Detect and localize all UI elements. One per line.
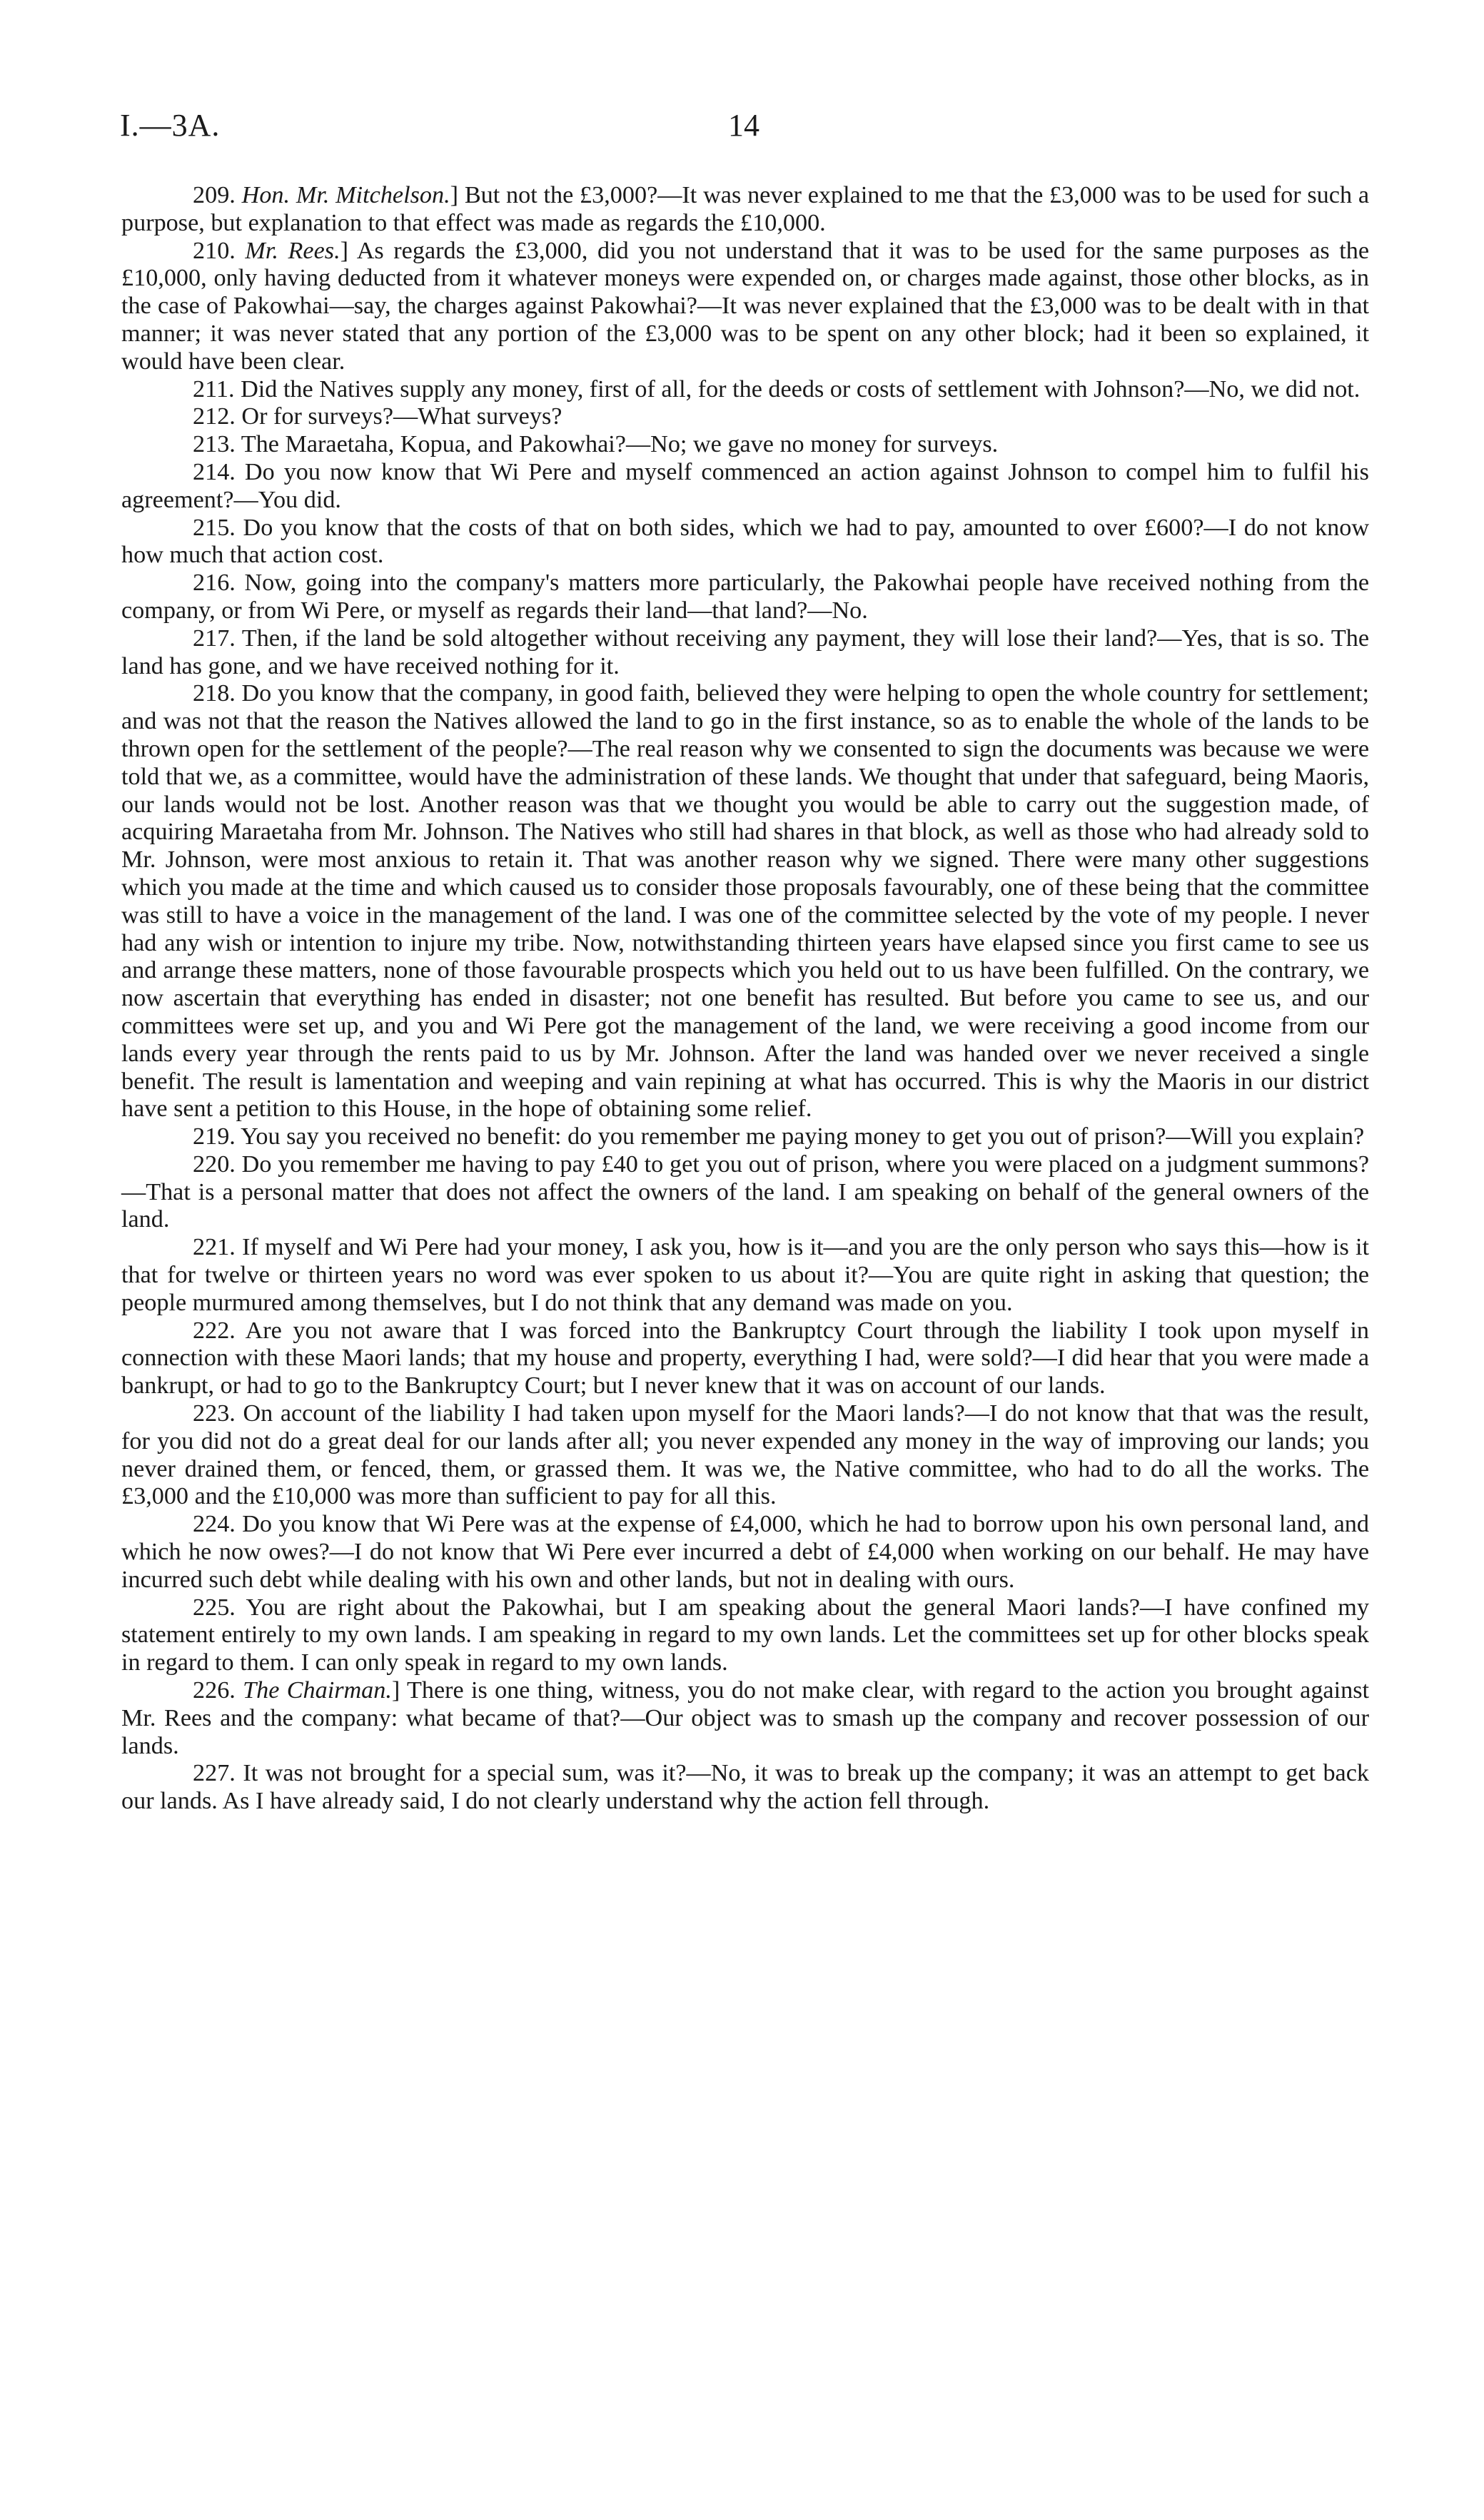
paragraph-number: 212. bbox=[193, 403, 236, 430]
paragraph-219 bbox=[121, 1123, 1369, 1151]
paragraph-number: 211. bbox=[193, 375, 235, 403]
paragraph-text: Then, if the land be sold altogether without receiving any payment, they will lose their land?—Yes, that is so. The land has gone, and we have received nothing for it. bbox=[121, 624, 1369, 679]
paragraph-number: 213. bbox=[193, 431, 236, 458]
paragraph-212 bbox=[121, 403, 1369, 431]
paragraph-number: 210. bbox=[193, 237, 236, 264]
page-number: 14 bbox=[728, 108, 759, 143]
paragraph-text: Do you know that the costs of that on both sides, which we had to pay, amounted to over £600?—I do not know how much that action cost. bbox=[121, 514, 1370, 569]
paragraph-text: Do you now know that Wi Pere and myself commenced an action against Johnson to compel him to fulfil his agreement?—You did. bbox=[121, 458, 1369, 513]
paragraph-number: 220. bbox=[193, 1150, 236, 1178]
paragraph-text: ] But not the £3,000?—It was never explained to me that the £3,000 was to be used for such a purpose, but explanation to that effect was made as regards the £10,000. bbox=[121, 182, 1370, 236]
paragraph-221 bbox=[121, 1234, 1369, 1317]
paragraph-214 bbox=[121, 459, 1369, 515]
paragraph-number: 215. bbox=[193, 514, 236, 541]
paragraph-223 bbox=[121, 1400, 1369, 1511]
paragraph-text: Did the Natives supply any money, first of all, for the deeds or costs of settlement with Johnson?—No, we did not. bbox=[241, 375, 1361, 403]
speaker-name: Hon. Mr. Mitchelson. bbox=[241, 182, 450, 208]
paragraph-218 bbox=[121, 680, 1369, 1123]
paragraph-222 bbox=[121, 1317, 1369, 1400]
paragraph-text: It was not brought for a special sum, was it?—No, it was to break up the company; it was an attempt to get back our lands. As I have already said, I do not clearly understand why the action fell through. bbox=[121, 1760, 1369, 1815]
paragraph-text: ] As regards the £3,000, did you not understand that it was to be used for the same purposes as the £10,000, only having deducted from it whatever moneys were expended on, or charges made against, those other blocks, as in the case of Pakowhai—say, the charges against Pakowhai?—It was never explained that the £3,000 was to be dealt with in that manner; it was never stated that any portion of the £3,000 was to be spent on any other block; had it been so explained, it would have been clear. bbox=[121, 237, 1370, 375]
paragraph-number: 209. bbox=[193, 182, 236, 208]
paragraph-text: ] There is one thing, witness, you do not make clear, with regard to the action you brought against Mr. Rees and the company: what became of that?—Our object was to smash up the company and recover possession of our lands. bbox=[121, 1677, 1370, 1759]
paragraph-number: 214. bbox=[193, 458, 236, 485]
page-header bbox=[120, 107, 1369, 150]
paragraph-number: 227. bbox=[193, 1760, 236, 1787]
paragraph-text: On account of the liability I had taken upon myself for the Maori lands?—I do not know that that was the result, for you did not do a great deal for our lands after all; you never expended any money in the way of improving our lands; you never drained them, or fenced, them, or grassed them. It was we, the Native committee, who had to do all the works. The £3,000 and the £10,000 was more than sufficient to pay for all this. bbox=[121, 1400, 1369, 1510]
paragraph-number: 221. bbox=[193, 1234, 236, 1261]
paragraph-224 bbox=[121, 1511, 1369, 1594]
speaker-name: Mr. Rees. bbox=[245, 237, 340, 264]
paragraph-226 bbox=[121, 1677, 1369, 1760]
paragraph-number: 218. bbox=[193, 680, 236, 707]
paragraph-number: 217. bbox=[193, 624, 236, 652]
paragraph-text: Or for surveys?—What surveys? bbox=[241, 403, 562, 430]
paragraph-number: 225. bbox=[193, 1594, 236, 1621]
paragraph-209 bbox=[121, 182, 1369, 238]
paragraph-text: Do you know that Wi Pere was at the expense of £4,000, which he had to borrow upon his own personal land, and which he now owes?—I do not know that Wi Pere ever incurred a debt of £4,000 when working on our behalf. He may have incurred such debt while dealing with his own and other lands, but not in dealing with ours. bbox=[121, 1511, 1369, 1593]
paragraph-number: 224. bbox=[193, 1511, 236, 1538]
paragraph-number: 219. bbox=[193, 1123, 236, 1150]
paragraph-text: Do you remember me having to pay £40 to get you out of prison, where you were placed on a judgment summons?—That is a personal matter that does not affect the owners of the land. I am speaking on behalf of the general owners of the land. bbox=[121, 1150, 1369, 1233]
paragraph-211 bbox=[121, 376, 1369, 404]
paragraph-213 bbox=[121, 431, 1369, 459]
paragraph-217 bbox=[121, 625, 1369, 681]
paragraph-number: 216. bbox=[193, 570, 236, 597]
paragraph-216 bbox=[121, 570, 1369, 625]
evidence-body bbox=[121, 182, 1369, 1816]
paragraph-number: 223. bbox=[193, 1400, 236, 1427]
paragraph-text: You say you received no benefit: do you remember me paying money to get you out of prison?—Will you explain? bbox=[241, 1123, 1365, 1150]
paragraph-number: 222. bbox=[193, 1317, 236, 1344]
paragraph-text: You are right about the Pakowhai, but I am speaking about the general Maori lands?—I have confined my statement entirely to my own lands. I am speaking in regard to my own lands. Let the committees set up for other blocks speak in regard to them. I can only speak in regard to my own lands. bbox=[121, 1594, 1369, 1676]
paragraph-215 bbox=[121, 515, 1369, 570]
paragraph-225 bbox=[121, 1594, 1369, 1677]
paragraph-227 bbox=[121, 1760, 1369, 1816]
paragraph-text: The Maraetaha, Kopua, and Pakowhai?—No; we gave no money for surveys. bbox=[241, 431, 999, 458]
paragraph-text: If myself and Wi Pere had your money, I ask you, how is it—and you are the only person who says this—how is it that for twelve or thirteen years no word was ever spoken to us about it?—You are quite right in asking that question; the people murmured among themselves, but I do not think that any demand was made on you. bbox=[121, 1234, 1369, 1316]
paragraph-text: Do you know that the company, in good faith, believed they were helping to open the whole country for settlement; and was not that the reason the Natives allowed the land to go in the first instance, so as to enable the whole of the lands to be thrown open for the settlement of the people?—The real reason why we consented to sign the documents was because we were told that we, as a committee, would have the administration of these lands. We thought that under that safeguard, being Maoris, our lands would not be lost. Another reason was that we thought you would be able to carry out the suggestion made, of acquiring Maraetaha from Mr. Johnson. The Natives who still had shares in that block, as well as those who had already sold to Mr. Johnson, were most anxious to retain it. That was another reason why we signed. There were many other suggestions which you made at the time and which caused us to consider those proposals favourably, one of these being that the committee was still to have a voice in the management of the land. I was one of the committee selected by the vote of my people. I never had any wish or intention to injure my tribe. Now, notwithstanding thirteen years have elapsed since you first came to see us and arrange these matters, none of those favourable prospects which you held out to us have been fulfilled. On the contrary, we now ascertain that everything has ended in disaster; not one benefit has resulted. But before you came to see us, and our committees were set up, and you and Wi Pere got the management of the land, we were receiving a good income from our lands every year through the rents paid to us by Mr. Johnson. After the land was handed over we never received a single benefit. The result is lamentation and weeping and vain repining at what has occurred. This is why the Maoris in our district have sent a petition to this House, in the hope of obtaining some relief. bbox=[121, 680, 1369, 1123]
paragraph-number: 226. bbox=[193, 1677, 236, 1704]
paragraph-text: Are you not aware that I was forced into the Bankruptcy Court through the liability I took upon myself in connection with these Maori lands; that my house and property, everything I had, were sold?—I did hear that you were made a bankrupt, or had to go to the Bankruptcy Court; but I never knew that it was on account of our lands. bbox=[121, 1317, 1369, 1400]
paragraph-220 bbox=[121, 1151, 1369, 1234]
paragraph-text: Now, going into the company's matters more particularly, the Pakowhai people have received nothing from the company, or from Wi Pere, or myself as regards their land—that land?—No. bbox=[121, 570, 1370, 624]
paragraph-210 bbox=[121, 238, 1369, 376]
document-reference: I.—3A. bbox=[120, 108, 221, 143]
speaker-name: The Chairman. bbox=[243, 1677, 392, 1704]
